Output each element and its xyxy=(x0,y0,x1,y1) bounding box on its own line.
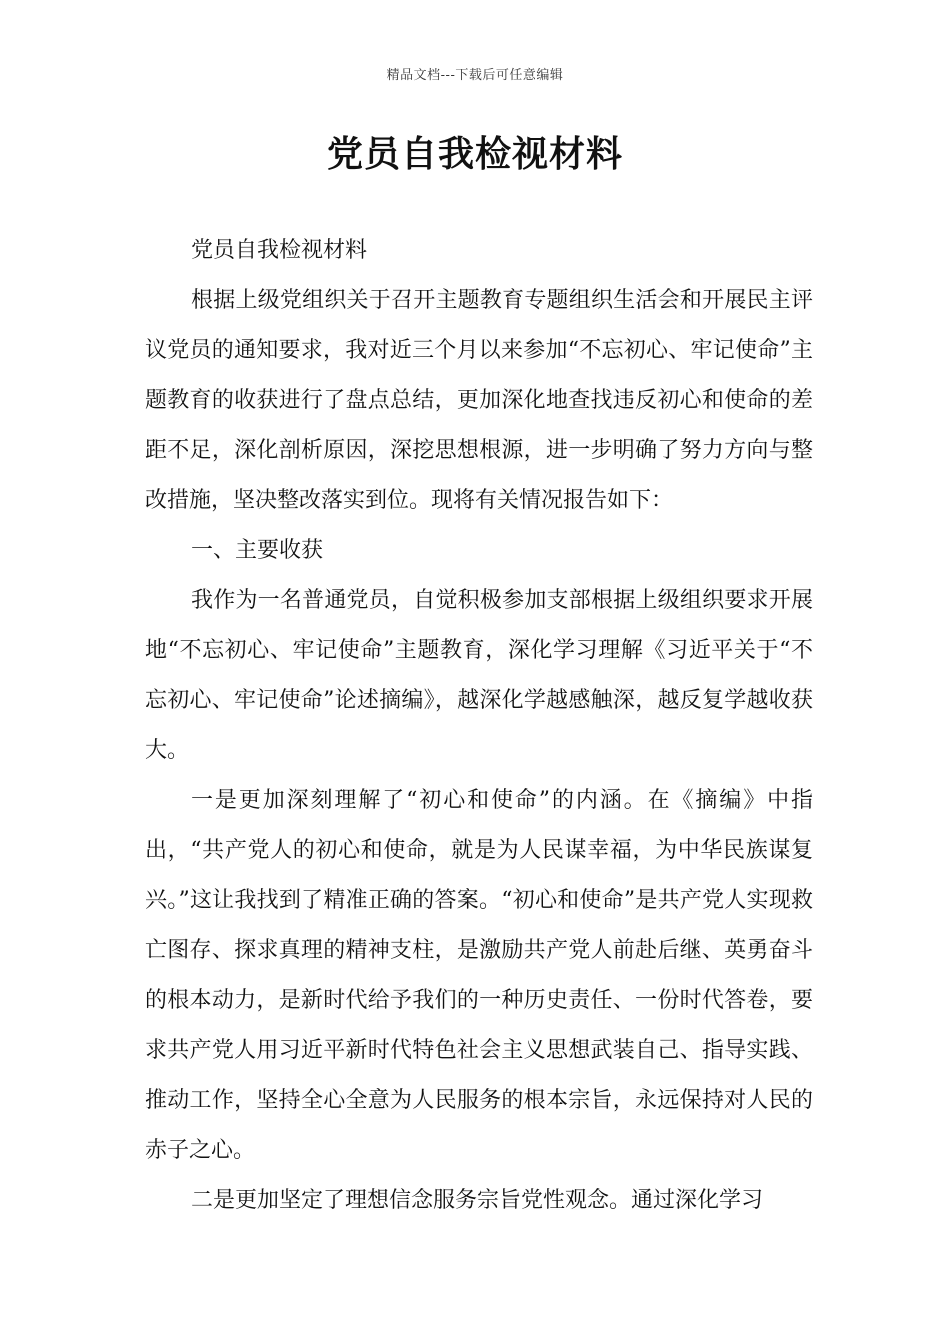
paragraph-intro: 根据上级党组织关于召开主题教育专题组织生活会和开展民主评议党员的通知要求，我对近三个月以来参加“不忘初心、牢记使命”主题教育的收获进行了盘点总结，更加深化地查找违反初心和使命的差距不足，深化剖析原因，深挖思想根源，进一步明确了努力方向与整改措施，坚决整改落实到位。现将有关情况报告如下： xyxy=(145,288,813,513)
paragraph-point-one: 一是更加深刻理解了“初心和使命”的内涵。在《摘编》中指出，“共产党人的初心和使命，就是为人民谋幸福，为中华民族谋复兴。”这让我找到了精准正确的答案。“初心和使命”是共产党人实现救亡图存、探求真理的精神支柱，是激励共产党人前赴后继、英勇奋斗的根本动力，是新时代给予我们的一种历史责任、一份时代答卷，要求共产党人用习近平新时代特色社会主义思想武装自己、指导实践、推动工作，坚持全心全意为人民服务的根本宗旨，永远保持对人民的赤子之心。 xyxy=(145,788,813,1163)
paragraph-subtitle: 党员自我检视材料 xyxy=(191,238,368,263)
header-note: 精品文档---下载后可任意编辑 xyxy=(386,68,564,83)
document-title: 党员自我检视材料 xyxy=(326,133,623,175)
paragraph-participation: 我作为一名普通党员，自觉积极参加支部根据上级组织要求开展地“不忘初心、牢记使命”主题教育，深化学习理解《习近平关于“不忘初心、牢记使命”论述摘编》，越深化学越感触深，越反复学越收获大。 xyxy=(145,588,813,763)
section-heading-main-gains: 一、主要收获 xyxy=(191,538,324,563)
paragraph-point-two: 二是更加坚定了理想信念服务宗旨党性观念。通过深化学习 xyxy=(191,1188,764,1213)
document-body xyxy=(145,226,813,1226)
